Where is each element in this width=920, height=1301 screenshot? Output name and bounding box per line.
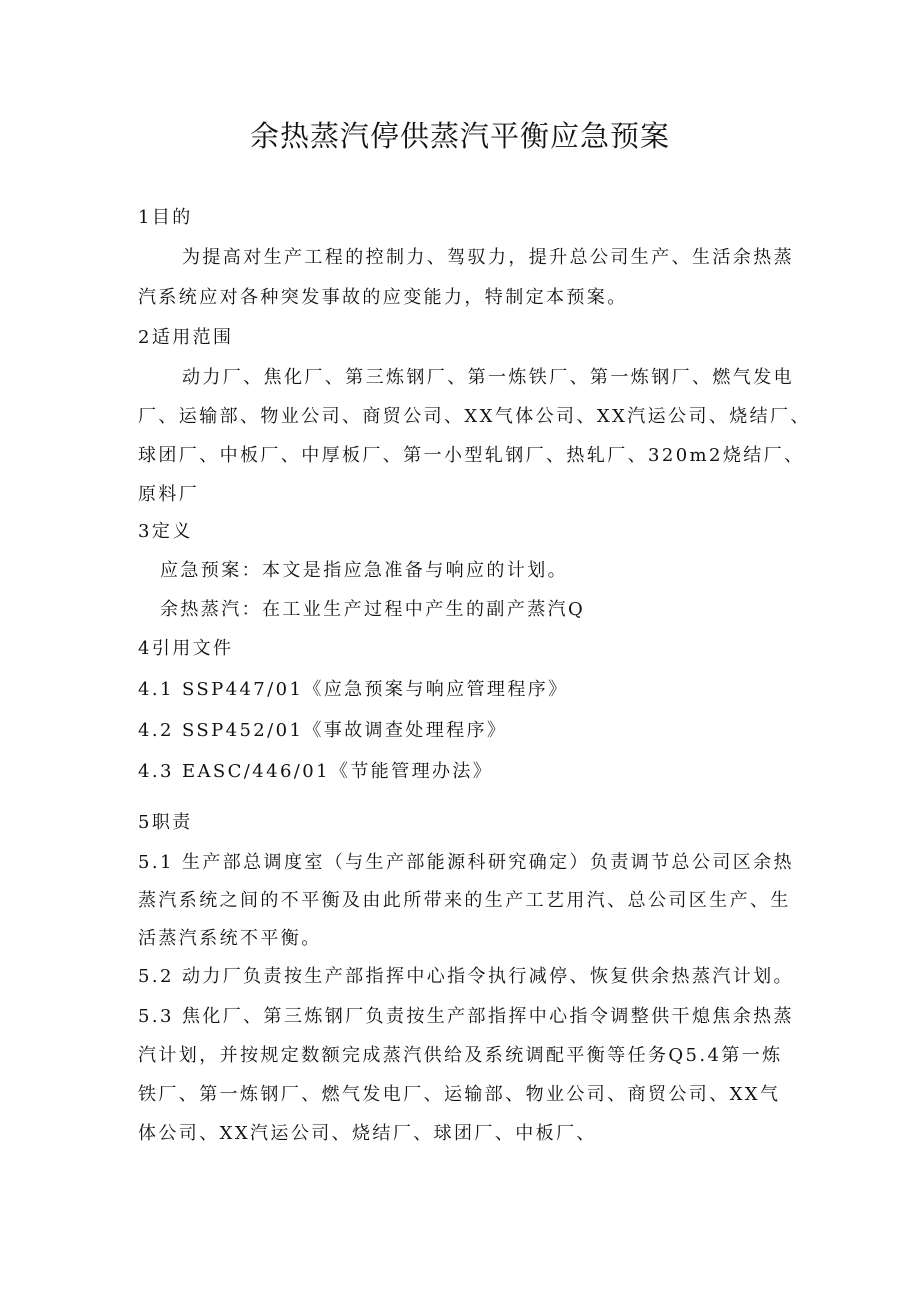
definition-line: 余热蒸汽：在工业生产过程中产生的副产蒸汽Q — [160, 599, 586, 620]
paragraph-line: 厂、运输部、物业公司、商贸公司、XX气体公司、XX汽运公司、烧结厂、 — [138, 406, 811, 427]
paragraph-line: 汽计划，并按规定数额完成蒸汽供给及系统调配平衡等任务Q5.4第一炼 — [138, 1045, 783, 1066]
section-heading-scope: 2适用范围 — [138, 327, 234, 348]
paragraph-line: 体公司、XX汽运公司、烧结厂、球团厂、中板厂、 — [138, 1123, 597, 1144]
paragraph-line: 5.3 焦化厂、第三炼钢厂负责按生产部指挥中心指令调整供干熄焦余热蒸 — [138, 1006, 794, 1027]
paragraph-line: 5.2 动力厂负责按生产部指挥中心指令执行减停、恢复供余热蒸汽计划。 — [138, 966, 794, 987]
paragraph-line: 铁厂、第一炼钢厂、燃气发电厂、运输部、物业公司、商贸公司、XX气 — [138, 1084, 781, 1105]
definition-line: 应急预案：本文是指应急准备与响应的计划。 — [160, 560, 568, 581]
section-heading-purpose: 1目的 — [138, 207, 193, 228]
section-heading-references: 4引用文件 — [138, 638, 234, 659]
document-title: 余热蒸汽停供蒸汽平衡应急预案 — [249, 119, 670, 153]
paragraph-line: 球团厂、中板厂、中厚板厂、第一小型轧钢厂、热轧厂、320m2烧结厂、 — [138, 445, 805, 466]
reference-item: 4.2 SSP452/01《事故调查处理程序》 — [138, 720, 508, 741]
paragraph-line: 原料厂 — [138, 484, 200, 505]
paragraph-line: 动力厂、焦化厂、第三炼钢厂、第一炼铁厂、第一炼钢厂、燃气发电 — [182, 367, 794, 388]
section-heading-responsibilities: 5职责 — [138, 812, 193, 833]
section-heading-definitions: 3定义 — [138, 521, 193, 542]
reference-item: 4.3 EASC/446/01《节能管理办法》 — [138, 761, 494, 782]
paragraph-line: 蒸汽系统之间的不平衡及由此所带来的生产工艺用汽、总公司区生产、生 — [138, 890, 791, 911]
reference-item: 4.1 SSP447/01《应急预案与响应管理程序》 — [138, 679, 569, 700]
paragraph-line: 为提高对生产工程的控制力、驾驭力，提升总公司生产、生活余热蒸 — [182, 247, 794, 268]
paragraph-line: 汽系统应对各种突发事故的应变能力，特制定本预案。 — [138, 287, 628, 308]
paragraph-line: 活蒸汽系统不平衡。 — [138, 928, 322, 949]
paragraph-line: 5.1 生产部总调度室（与生产部能源科研究确定）负责调节总公司区余热 — [138, 852, 794, 873]
